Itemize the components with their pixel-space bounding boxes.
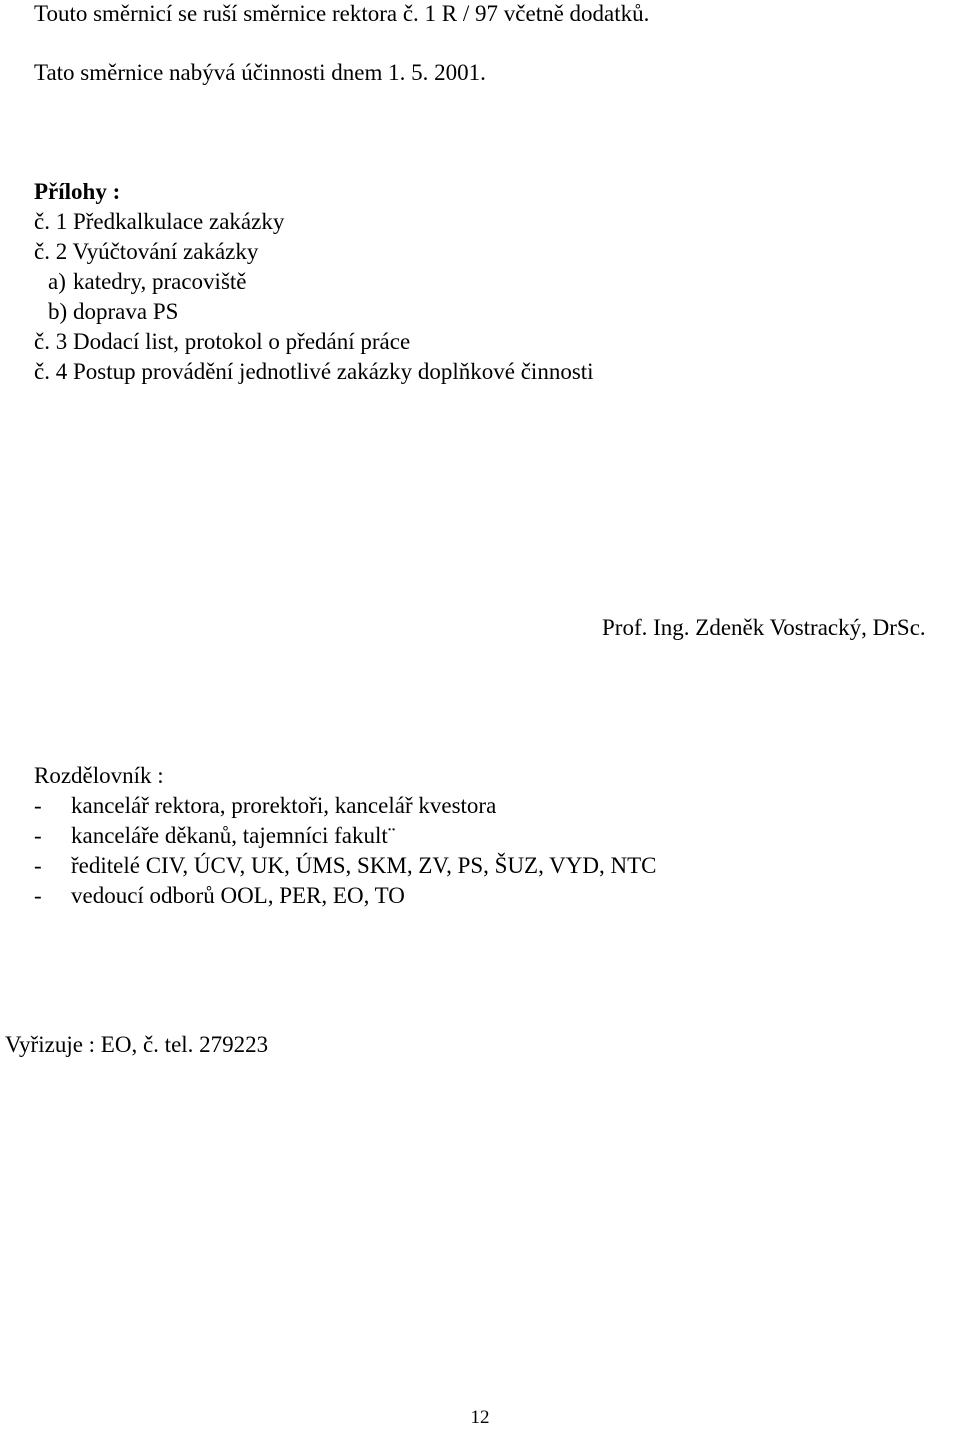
distribution-item [34, 822, 395, 850]
contact-line: Vyřizuje : EO, č. tel. 279223 [5, 1032, 269, 1057]
attachment-item-4: č. 4 Postup provádění jednotlivé zakázky doplňkové činnosti [34, 359, 594, 384]
distribution-item-text: kancelář rektora, prorektoři, kancelář kvestora [71, 793, 497, 818]
dash: - [34, 883, 42, 908]
attachments-heading: Přílohy : [34, 179, 121, 204]
distribution-heading: Rozdělovník : [34, 763, 164, 788]
signature: Prof. Ing. Zdeněk Vostracký, DrSc. [602, 615, 926, 640]
distribution-item-text: kanceláře děkanů, tajemníci fakult¨ [71, 823, 396, 848]
page-number: 12 [470, 1407, 490, 1428]
dash: - [34, 853, 42, 878]
intro-line-1: Touto směrnicí se ruší směrnice rektora č. 1 R / 97 včetně dodatků. [34, 1, 650, 26]
subitem-a-label: a) [48, 269, 66, 294]
subitem-a-text: katedry, pracoviště [73, 269, 247, 294]
subitem-b-text: doprava PS [73, 299, 179, 324]
distribution-item [34, 792, 496, 820]
distribution-item [34, 852, 657, 880]
attachment-item-2: č. 2 Vyúčtování zakázky [34, 239, 259, 264]
attachment-subitem-b [48, 298, 178, 326]
dash: - [34, 823, 42, 848]
distribution-item-text: ředitelé CIV, ÚCV, UK, ÚMS, SKM, ZV, PS, ŠUZ, VYD, NTC [71, 853, 657, 878]
subitem-b-label: b) [48, 299, 68, 324]
intro-line-2: Tato směrnice nabývá účinnosti dnem 1. 5. 2001. [34, 60, 486, 85]
attachment-subitem-a [48, 268, 247, 296]
attachment-item-3: č. 3 Dodací list, protokol o předání práce [34, 329, 411, 354]
distribution-item-text: vedoucí odborů OOL, PER, EO, TO [71, 883, 405, 908]
distribution-item [34, 882, 405, 910]
attachment-item-1: č. 1 Předkalkulace zakázky [34, 209, 285, 234]
dash: - [34, 793, 42, 818]
